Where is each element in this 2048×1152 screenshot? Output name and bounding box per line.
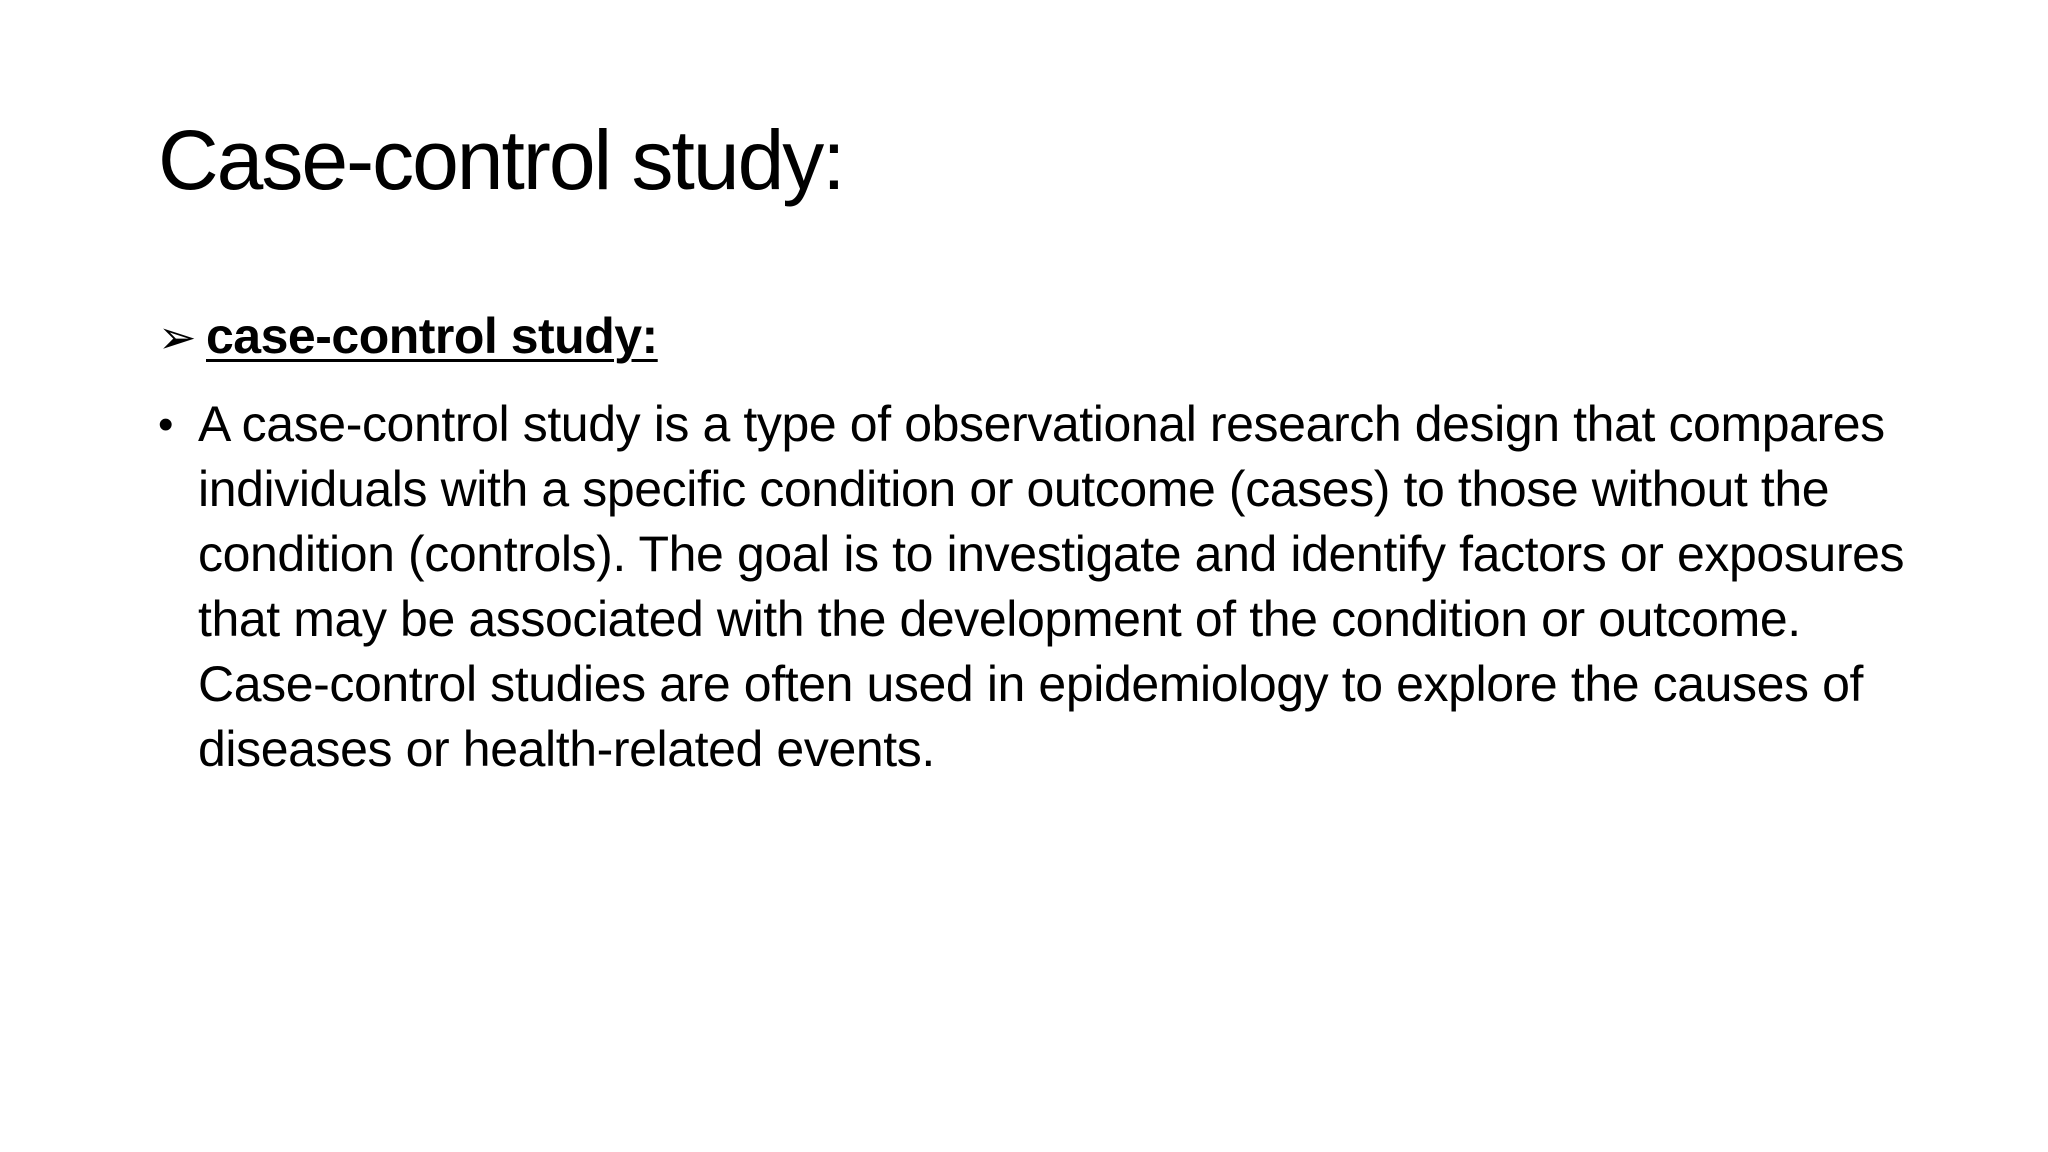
slide-content xyxy=(158,300,1918,782)
bullet-dot-icon: • xyxy=(158,400,174,449)
arrow-bullet-icon: ➢ xyxy=(158,310,197,364)
bullet-text: A case-control study is a type of observational research design that compares individuals with a specific condition or outcome (cases) to those without the condition (controls). The goal is to investigate and identify factors or exposures that may be associated with the development of the condition or outcome. Case-control studies are often used in epidemiology to explore the causes of diseases or health-related events. xyxy=(198,396,1905,777)
subheading-text: case-control study: xyxy=(206,308,658,364)
bullet-item xyxy=(158,392,1918,782)
subheading xyxy=(158,300,1918,372)
slide-title: Case-control study: xyxy=(158,113,844,207)
